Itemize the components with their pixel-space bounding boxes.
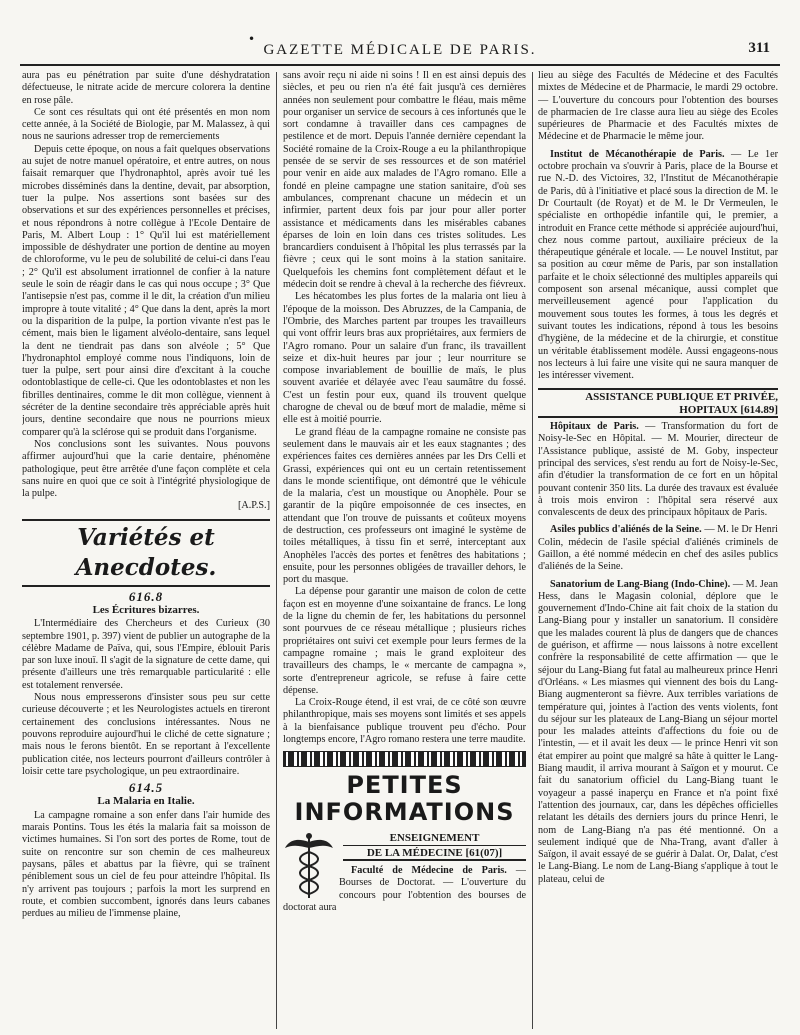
- paragraph: Les hécatombes les plus fortes de la malaria ont lieu à l'époque de la moisson. Des Abruzzes, de la Campania, de l'Ombrie, des Marches partent par troupes les travailleurs qui vont offrir leurs bras aux propriétaires, aux fermiers de l'Agro romano. Pour un salaire d'un franc, ils travaillent seize et dix-huit heures par jour ; leur nourriture se compose invariablement de bouillie de maïs, le plus souvent avariée et délayée avec l'eau saumâtre du fossé. C'est un festin pour eux, quand ils trouvent quelque charogne de cheval ou de bœuf mort de maladie, même si elle est à moitié pourrie.: [283, 291, 526, 426]
- item-heading: Faculté de Médecine de Paris.: [351, 864, 507, 876]
- paragraph: Le grand fléau de la campagne romaine ne consiste pas seulement dans le mauvais air et les eaux stagnantes ; des expériences faites ces dernières années par les Drs Celli et Grassi, expériences qui ont eu un certain retentissement dans le monde scientifique, ont démontré que le véhicule de la malaria, c'est un moustique ou Anophèle. Pour se garantir de la piqûre empoisonnée de ces insectes, en attendant que l'on trouve de puissants et coûteux moyens de destruction, ces professeurs ont imaginé le système de toiles métalliques, à tissu fin et serré, interceptant aux Anophèles l'accès des portes et fenêtres des habitations ; ensuite, pour les personnes obligées de travailler dehors, le port du masque.: [283, 426, 526, 586]
- subsection-title: ENSEIGNEMENT: [343, 832, 526, 845]
- subsection-title: DE LA MÉDECINE [61(07)]: [343, 847, 526, 861]
- heading-line: INFORMATIONS: [294, 798, 515, 827]
- article-title: Les Écritures bizarres.: [92, 603, 200, 616]
- paragraph: Depuis cette époque, on nous a fait quelques observations au sujet de notre manuel opératoire, et entre autres, on nous faisait remarquer que l'hydronaphtol, après avoir tué les microbes disséminés dans la dentine, devait, par absorption, tuer la pulpe. Nos assertions sont basées sur des observations et sur des expériences personnelles et précises, et nous répondrons à notre collègue à l'Ecole Dentaire de Paris, M. Albert Loup : 1° Qu'il lui est matériellement impossible de déshydrater une portion de dentine au moyen de chloroforme, vu le peu de solubilité de celui-ci dans l'eau ; 2° Qu'il est absolument irrationnel de confier à la nature seule le soin de réagir dans le cas qui nous occupe ; 3° Que l'antisepsie n'est pas, comme il le dit, la création d'un milieu impropre à toute vitalité ; 4° Que dans la dent, après la mort ou la disparition de la pulpe, la portion vivante n'est pas le cément, mais bien le ligament alvéolo-dentaire, sans lequel la dent ne tiendrait pas dans son alvéole ; 5° Que l'hydronaphtol employé comme nous l'indiquons, loin de tuer la pulpe, sert pour ainsi dire d'excitant à la couche odontoblastique de celle-ci. Que les odontoblastes et non les fibrilles dentinaires, comme le dit mon collègue, viennent à sécréter de la dentine secondaire très appréciable après huit jours, dentine secondaire que nous ne pourrions mieux comparer qu'à la sclérose qui se produit dans l'organisme.: [22, 143, 270, 438]
- column-right: [538, 70, 778, 1029]
- page-number: 311: [748, 40, 770, 56]
- paragraph: aura pas eu pénétration par suite d'une déshydratation défectueuse, le nitrate acide de mercure colorera la dentine en rose pâle.: [22, 70, 270, 106]
- paragraph: lieu au siège des Facultés de Médecine et des Facultés mixtes de Médecine et de Pharmacie, le mardi 29 octobre. — L'ouverture du concours pour l'obtention des bourses de pharmacien de 1re classe aura lieu au siège des Ecoles supérieures de Pharmacie et des Facultés mixtes de Médecine et de Pharmacie le même jour.: [538, 70, 778, 143]
- paragraph: L'Intermédiaire des Chercheurs et des Curieux (30 septembre 1901, p. 397) vient de publier un autographe de la célèbre Madame de Païva, qui, sous l'Empire, éblouit Paris par son luxe inouï. Il s'agit de la signature de cette dame, qui présente d'ailleurs une très remarquable particularité : elle est totalement renversée.: [22, 618, 270, 691]
- paragraph: La dépense pour garantir une maison de colon de cette façon est en moyenne d'une soixantaine de francs. Le long de la ligne du chemin de fer, les habitations du personnel sont pourvues de ce réseau métallique ; plusieurs riches propriétaires ont suivi cet exemple pour leurs fermes de la campagne romaine ; mais le grand exploiteur des travailleurs des champs, le « mercante de campagna », sorte d'entrepreneur agricole, se refuse à faire cette dépense.: [283, 586, 526, 696]
- paragraph: — M. Jean Hess, dans le Magasin colonial, déplore que le gouvernement d'Indo-Chine ait fait choix de la station du Lang-Biang pour y installer un sanatorium. Il considère que les malades courent là plus de dangers que de chances de guérison, et affirme — nous laissons à notre excellent confrère la responsabilité de cette affirmation — que le séjour du Lang-Biang fut fatal au malheureux prince Henri d'Orléans. « Les miasmes qui viennent des bois du Lang-Biang augmenteront sa fièvre. Aux terribles variations de température qui, jointes à l'action des vents violents, font du séjour sur les plateaux de Lang-Biang un séjour mortel pour les malades atteints d'affections du foie ou de l'intestin, — et il avait les deux — le prince Henri vit son état empirer au point que malgré sa hâte à quitter le Lang-Biang maudit, il arriva mourant à Saïgon et y mourut. Ce fait du sanatorium officiel du Lang-Biang tuant le voyageur a passé inaperçu en France et n'a point fixé l'attention des journaux, car, dans les dépêches officielles relatant les détails des derniers jours du prince Henri, le nom de Lang-Biang n'a pas été mentionné. On a seulement indiqué que de Nha-Trang, avant d'aller à Saïgon, il avait essayé de se guérir à Dalat. Or, Dalat, c'est le Lang-Biang. Le nom de Lang-Biang s'applique à tout le plateau, celui de: [538, 578, 778, 885]
- item-heading: Hôpitaux de Paris.: [550, 421, 639, 433]
- paragraph: La campagne romaine a son enfer dans l'air humide des marais Pontins. Tous les étés la malaria fait sa moisson de victimes humaines. Si l'on sort des portes de Rome, tout de suite on rencontre sur son chemin de ces malheureux paysans, pâles et abattus par la fièvre, qui se traînent péniblement sous un ciel de feu pour atteindre l'hôpital. Ils n'y arrivent pas toujours ; parfois la mort les surprend en route, et combien succombent, ignorés dans leurs cabanes perdues au milieu de l'immense plaine,: [22, 809, 270, 920]
- ornamental-rule: [283, 751, 526, 767]
- paragraph: Nous nous empresserons d'insister sous peu sur cette curieuse découverte ; et les Neurologistes actuels en tireront certainement des conclusions intéressantes. Nous ne pouvons reproduire aujourd'hui le cliché de cette signature ; mais nous le ferons bientôt. En se reportant à l'excellente publication citée, nos lecteurs pourront d'ailleurs contrôler à loisir cette tare psychologique, un peu extraordinaire.: [22, 692, 270, 777]
- column-divider: [532, 72, 533, 1029]
- column-divider: [276, 72, 277, 1029]
- paragraph: — Transformation du fort de Noisy-le-Sec en Hôpital. — M. Mourier, directeur de l'Assistance publique, assisté de M. Goby, inspecteur principal des services, s'est rendu au fort de Noisy-le-Sec, afin d'étudier la transformation de ce fort en un hôpital pouvant contenir 350 lits. La durée des travaux est évaluée à trois mois environ : l'hôpital sera réservé aux convalescents de deux des principaux hôpitaux de Paris.: [538, 421, 778, 519]
- item-heading: Sanatorium de Lang-Biang (Indo-Chine).: [550, 578, 731, 590]
- paragraph: Ce sont ces résultats qui ont été présentés en mon nom cette année, à la Société de Biologie, par M. Malassez, à qui nous ne saurions adresser trop de remerciements: [22, 106, 270, 143]
- paragraph: sans avoir reçu ni aide ni soins ! Il en est ainsi depuis des siècles, et peu ou rien n'a été fait jusqu'à ces dernières années non seulement pour combattre le fléau, mais même pour organiser un service de secours à ces infortunés que le sort condamne à travailler dans ces campagnes de pestilence et de mort. Depuis l'année dernière cependant la Société romaine de la Croix-Rouge a eu la philanthropique pensée de se servir de ses ressources et de son matériel pour venir en aide aux malades de l'Agro romano. Elle a fondé en pleine campagne une station sanitaire, d'où ses ambulances, comprenant chacune un médecin et un infirmier, partent deux fois par jour pour aller porter assistance et médicaments dans les misérables cabanes éparses de loin en loin dans ces tristes solitudes. Les brancardiers conduisent à l'hôpital les plus terrassés par la fièvre ; ceux qui le sont moins à la station sanitaire. Quelquefois les chemins font complètement défaut et le médecin doit se rendre à cheval à la recherche des fiévreux.: [283, 70, 526, 291]
- page-header: [20, 32, 780, 66]
- section-heading: [283, 772, 526, 826]
- subsection-title: ASSISTANCE PUBLIQUE ET PRIVÉE,: [538, 388, 778, 403]
- section-title: Variétés et Anecdotes.: [22, 519, 270, 587]
- petites-informations-header: [283, 772, 526, 826]
- item-heading: Asiles publics d'aliénés de la Seine.: [550, 524, 702, 536]
- paragraph: — M. le Dr Henri Colin, médecin de l'asile spécial d'aliénés criminels de Gaillon, a été nommé médecin en chef des asiles publics d'aliénés de la Seine.: [538, 524, 778, 573]
- caduceus-icon: [283, 830, 335, 900]
- paragraph: Nos conclusions sont les suivantes. Nous pouvons affirmer aujourd'hui que la carie dentaire, phénomène pathologique, peut être arrêtée d'une façon complète et cela sans nuire en quoi que ce soit à l'intégrité physiologique de la pulpe.: [22, 438, 270, 500]
- article-title: La Malaria en Italie.: [97, 795, 195, 808]
- column-middle: [283, 70, 526, 1029]
- classification-number: 614.5: [128, 780, 164, 796]
- subsection-title: HOPITAUX [614.89]: [538, 404, 778, 418]
- column-left: [22, 70, 270, 1029]
- heading-line: PETITES: [346, 771, 463, 800]
- paragraph: — Le 1er octobre prochain va s'ouvrir à Paris, place de la Bourse et rue N.-D. des Victoires, 32, l'Institut de Mécanothérapie de Paris, dû à l'initiative et placé sous la direction de M. le Dr Courtault (de Royat) et de M. le Dr Vermeulen, le spécialiste en orthopédie infantile qui, le premier, a introduit en France cette méthode si appréciée aujourd'hui, chez nous comme partout, auxiliaire précieux de la thérapeutique générale et locale. — Le nouvel Institut, par sa position au cœur même de Paris, par son installation parfaite et le choix sélectionné des multiples appareils qui composent son arsenal mécanique, aussi complet que merveilleusement agencé pour l'application du mouvement sous toutes les formes, à tous les degrés et suivant toutes les indications, répond à tous les besoins d'hygiène, de la médecine et de la chirurgie, et constitue un véritable établissement modèle. Aussi engageons-nous nos lecteurs à lui faire une visite qui ne saura manquer de les intéresser vivement.: [538, 148, 778, 382]
- header-dot: •: [248, 32, 256, 46]
- journal-title: GAZETTE MÉDICALE DE PARIS.: [263, 42, 537, 58]
- paragraph: — Bourses de Doctorat. — L'ouverture du concours pour l'obtention des bourses de doctorat aura: [283, 864, 526, 913]
- item-heading: Institut de Mécanothérapie de Paris.: [550, 148, 725, 160]
- signature: [A.P.S.]: [238, 500, 270, 512]
- classification-number: 616.8: [128, 588, 164, 604]
- paragraph: La Croix-Rouge étend, il est vrai, de ce côté son œuvre philanthropique, mais ses moyens sont limités et ses appels à la bienfaisance publique trouvent peu d'écho. Pour longtemps encore, l'Agro romano restera une terre maudite.: [283, 697, 526, 746]
